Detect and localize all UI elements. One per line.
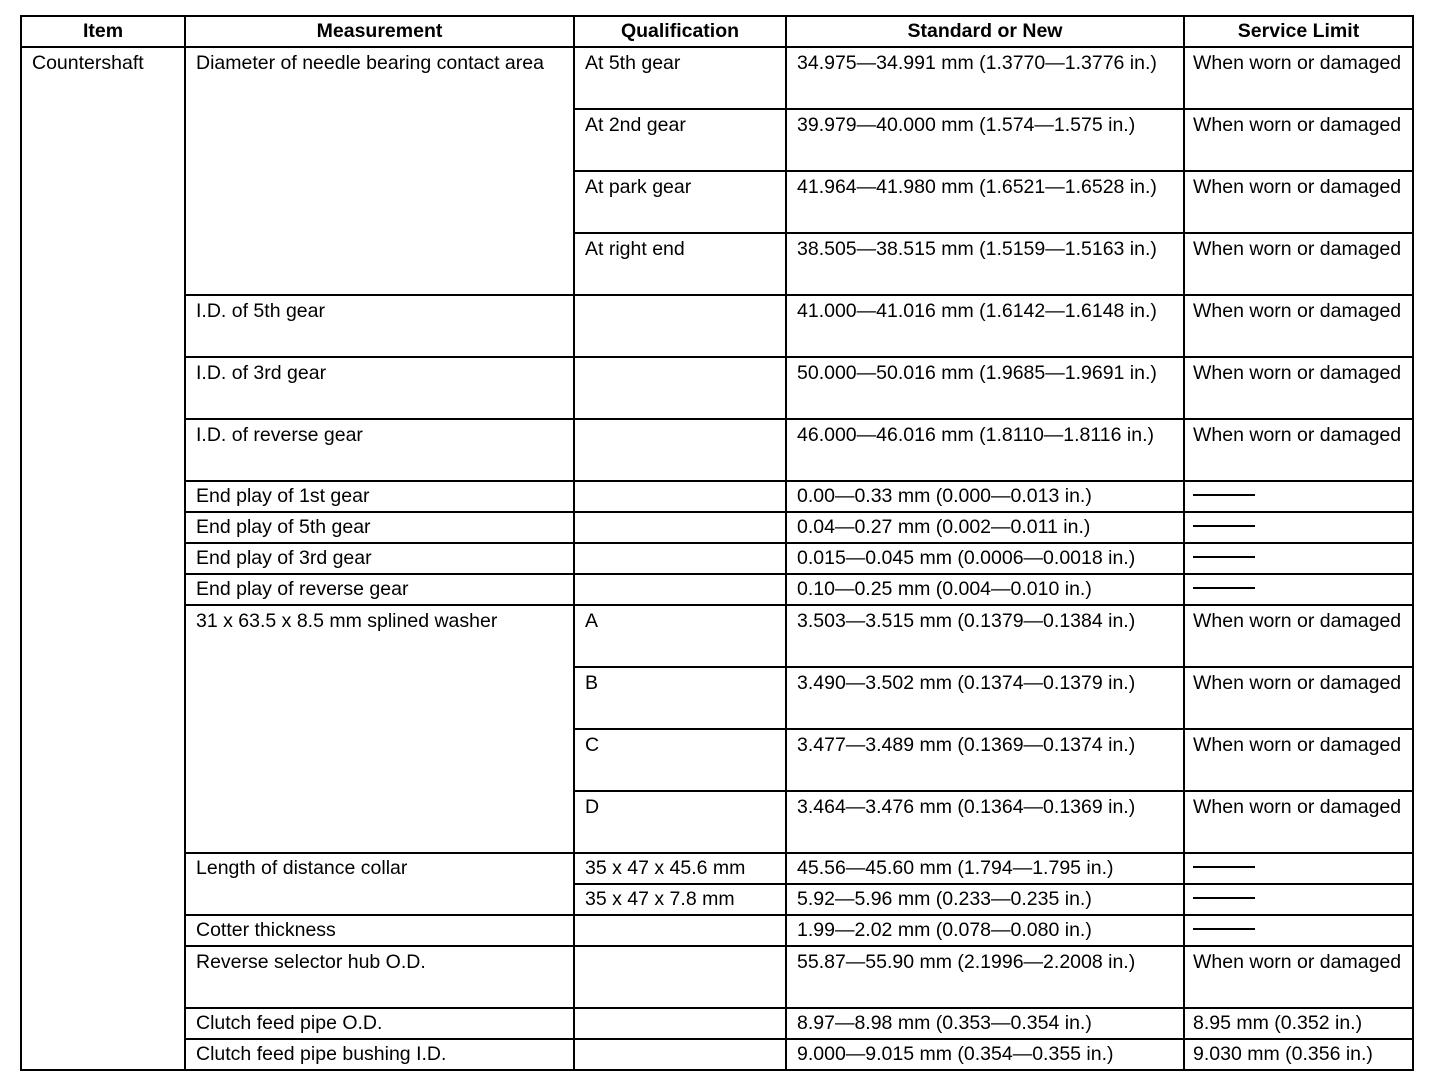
table-row xyxy=(21,1039,1413,1070)
table-row xyxy=(21,853,1413,884)
service-limit-cell: When worn or damaged xyxy=(1184,109,1413,171)
service-limit-cell: When worn or damaged xyxy=(1184,233,1413,295)
header-standard: Standard or New xyxy=(786,16,1184,47)
standard-cell: 41.000—41.016 mm (1.6142—1.6148 in.) xyxy=(786,295,1184,357)
qualification-cell: D xyxy=(574,791,786,853)
measurement-cell: Diameter of needle bearing contact area xyxy=(185,47,574,295)
qualification-cell xyxy=(574,419,786,481)
standard-cell: 3.477—3.489 mm (0.1369—0.1374 in.) xyxy=(786,729,1184,791)
measurement-cell: Length of distance collar xyxy=(185,853,574,915)
qualification-cell xyxy=(574,512,786,543)
no-limit-dash xyxy=(1193,525,1255,527)
table-row xyxy=(21,47,1413,109)
table-row xyxy=(21,512,1413,543)
standard-cell: 0.00—0.33 mm (0.000—0.013 in.) xyxy=(786,481,1184,512)
service-limit-cell: When worn or damaged xyxy=(1184,729,1413,791)
service-limit-cell xyxy=(1184,884,1413,915)
measurement-cell: Reverse selector hub O.D. xyxy=(185,946,574,1008)
service-limit-cell: When worn or damaged xyxy=(1184,295,1413,357)
service-limit-cell xyxy=(1184,543,1413,574)
service-limit-cell: When worn or damaged xyxy=(1184,357,1413,419)
standard-cell: 50.000—50.016 mm (1.9685—1.9691 in.) xyxy=(786,357,1184,419)
no-limit-dash xyxy=(1193,928,1255,930)
standard-cell: 38.505—38.515 mm (1.5159—1.5163 in.) xyxy=(786,233,1184,295)
service-limit-cell: When worn or damaged xyxy=(1184,419,1413,481)
service-limit-cell: When worn or damaged xyxy=(1184,667,1413,729)
no-limit-dash xyxy=(1193,494,1255,496)
measurement-cell: I.D. of 3rd gear xyxy=(185,357,574,419)
qualification-cell xyxy=(574,1039,786,1070)
standard-cell: 9.000—9.015 mm (0.354—0.355 in.) xyxy=(786,1039,1184,1070)
service-limit-cell xyxy=(1184,512,1413,543)
qualification-cell: 35 x 47 x 7.8 mm xyxy=(574,884,786,915)
qualification-cell: B xyxy=(574,667,786,729)
no-limit-dash xyxy=(1193,866,1255,868)
qualification-cell: At 5th gear xyxy=(574,47,786,109)
service-limit-cell xyxy=(1184,574,1413,605)
table-row xyxy=(21,1008,1413,1039)
service-limit-cell xyxy=(1184,915,1413,946)
service-limit-cell: When worn or damaged xyxy=(1184,171,1413,233)
standard-cell: 3.490—3.502 mm (0.1374—0.1379 in.) xyxy=(786,667,1184,729)
service-limit-cell: 9.030 mm (0.356 in.) xyxy=(1184,1039,1413,1070)
service-limit-cell: When worn or damaged xyxy=(1184,946,1413,1008)
table-row xyxy=(21,915,1413,946)
item-cell: Countershaft xyxy=(21,47,185,1070)
qualification-cell xyxy=(574,946,786,1008)
qualification-cell: At right end xyxy=(574,233,786,295)
table-row xyxy=(21,605,1413,667)
standard-cell: 39.979—40.000 mm (1.574—1.575 in.) xyxy=(786,109,1184,171)
standard-cell: 8.97—8.98 mm (0.353—0.354 in.) xyxy=(786,1008,1184,1039)
no-limit-dash xyxy=(1193,556,1255,558)
standard-cell: 46.000—46.016 mm (1.8110—1.8116 in.) xyxy=(786,419,1184,481)
header-qualification: Qualification xyxy=(574,16,786,47)
header-measurement: Measurement xyxy=(185,16,574,47)
table-row xyxy=(21,481,1413,512)
qualification-cell xyxy=(574,543,786,574)
standard-cell: 1.99—2.02 mm (0.078—0.080 in.) xyxy=(786,915,1184,946)
measurement-cell: End play of reverse gear xyxy=(185,574,574,605)
no-limit-dash xyxy=(1193,587,1255,589)
countershaft-spec-table xyxy=(20,15,1414,1071)
service-limit-cell: When worn or damaged xyxy=(1184,47,1413,109)
service-limit-cell xyxy=(1184,481,1413,512)
standard-cell: 55.87—55.90 mm (2.1996—2.2008 in.) xyxy=(786,946,1184,1008)
measurement-cell: 31 x 63.5 x 8.5 mm splined washer xyxy=(185,605,574,853)
measurement-cell: Clutch feed pipe O.D. xyxy=(185,1008,574,1039)
qualification-cell xyxy=(574,915,786,946)
standard-cell: 41.964—41.980 mm (1.6521—1.6528 in.) xyxy=(786,171,1184,233)
standard-cell: 3.503—3.515 mm (0.1379—0.1384 in.) xyxy=(786,605,1184,667)
table-row xyxy=(21,295,1413,357)
measurement-cell: I.D. of 5th gear xyxy=(185,295,574,357)
no-limit-dash xyxy=(1193,897,1255,899)
standard-cell: 3.464—3.476 mm (0.1364—0.1369 in.) xyxy=(786,791,1184,853)
qualification-cell xyxy=(574,481,786,512)
qualification-cell: 35 x 47 x 45.6 mm xyxy=(574,853,786,884)
qualification-cell: At 2nd gear xyxy=(574,109,786,171)
measurement-cell: Cotter thickness xyxy=(185,915,574,946)
table-row xyxy=(21,574,1413,605)
table-row xyxy=(21,543,1413,574)
qualification-cell: A xyxy=(574,605,786,667)
standard-cell: 0.04—0.27 mm (0.002—0.011 in.) xyxy=(786,512,1184,543)
standard-cell: 0.015—0.045 mm (0.0006—0.0018 in.) xyxy=(786,543,1184,574)
measurement-cell: I.D. of reverse gear xyxy=(185,419,574,481)
qualification-cell: C xyxy=(574,729,786,791)
measurement-cell: End play of 1st gear xyxy=(185,481,574,512)
header-row xyxy=(21,16,1413,47)
qualification-cell xyxy=(574,574,786,605)
qualification-cell: At park gear xyxy=(574,171,786,233)
standard-cell: 0.10—0.25 mm (0.004—0.010 in.) xyxy=(786,574,1184,605)
standard-cell: 5.92—5.96 mm (0.233—0.235 in.) xyxy=(786,884,1184,915)
table-row xyxy=(21,357,1413,419)
measurement-cell: End play of 5th gear xyxy=(185,512,574,543)
qualification-cell xyxy=(574,1008,786,1039)
header-service-limit: Service Limit xyxy=(1184,16,1413,47)
standard-cell: 34.975—34.991 mm (1.3770—1.3776 in.) xyxy=(786,47,1184,109)
qualification-cell xyxy=(574,357,786,419)
table-row xyxy=(21,946,1413,1008)
header-item: Item xyxy=(21,16,185,47)
measurement-cell: End play of 3rd gear xyxy=(185,543,574,574)
table-row xyxy=(21,419,1413,481)
service-limit-cell xyxy=(1184,853,1413,884)
service-limit-cell: When worn or damaged xyxy=(1184,605,1413,667)
qualification-cell xyxy=(574,295,786,357)
service-limit-cell: When worn or damaged xyxy=(1184,791,1413,853)
standard-cell: 45.56—45.60 mm (1.794—1.795 in.) xyxy=(786,853,1184,884)
measurement-cell: Clutch feed pipe bushing I.D. xyxy=(185,1039,574,1070)
service-limit-cell: 8.95 mm (0.352 in.) xyxy=(1184,1008,1413,1039)
